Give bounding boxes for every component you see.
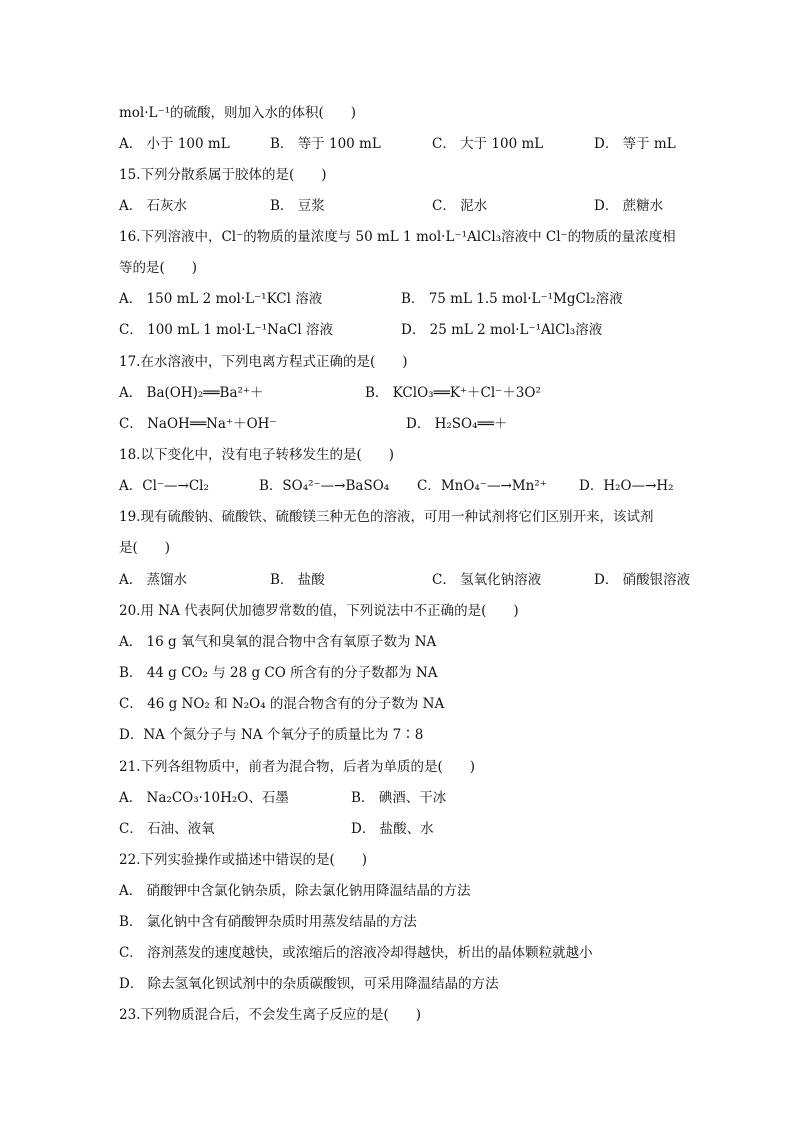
option-d: D． 等于 mL <box>594 136 676 152</box>
text-line: 22.下列实验操作或描述中错误的是( ) <box>119 852 368 868</box>
option-a: C． 石油、液氧 <box>119 821 215 837</box>
option-c: C． 氢氧化钠溶液 <box>432 572 542 588</box>
text-line: B． 44 g CO₂ 与 28 g CO 所含有的分子数都为 NA <box>119 665 438 681</box>
text-line: A． 16 g 氧气和臭氧的混合物中含有氧原子数为 NA <box>119 634 437 650</box>
text-line: mol·L⁻¹的硫酸，则加入水的体积( ) <box>119 105 357 121</box>
text-line: 16.下列溶液中，Cl⁻的物质的量浓度与 50 mL 1 mol·L⁻¹AlCl₃溶液中 Cl⁻的物质的量浓度相 <box>119 229 676 245</box>
option-b: B． 75 mL 1.5 mol·L⁻¹MgCl₂溶液 <box>401 291 623 307</box>
option-a: A． 石灰水 <box>119 198 188 214</box>
option-a: A． Na₂CO₃·10H₂O、石墨 <box>119 790 289 806</box>
text-line: D． 除去氢氧化钡试剂中的杂质碳酸钡，可采用降温结晶的方法 <box>119 976 499 992</box>
option-a: C． NaOH══Na⁺＋OH⁻ <box>119 416 277 432</box>
text-line: 15.下列分散系属于胶体的是( ) <box>119 167 327 183</box>
option-c: C． 大于 100 mL <box>432 136 544 152</box>
option-a: A． 蒸馏水 <box>119 572 188 588</box>
text-line: 18.以下变化中，没有电子转移发生的是( ) <box>119 447 395 463</box>
option-a: A．Cl⁻—→Cl₂ <box>119 478 209 494</box>
text-line: 等的是( ) <box>119 260 198 276</box>
option-b: B． 碘酒、干冰 <box>351 790 447 806</box>
text-line: 20.用 NA 代表阿伏加德罗常数的值，下列说法中不正确的是( ) <box>119 603 519 619</box>
option-b: D． H₂SO₄══＋ <box>406 416 508 432</box>
option-b: B． KClO₃══K⁺＋Cl⁻＋3O² <box>365 385 541 401</box>
option-d: D． 蔗糖水 <box>594 198 664 214</box>
text-line: 23.下列物质混合后，不会发生离子反应的是( ) <box>119 1007 422 1023</box>
text-line: D．NA 个氮分子与 NA 个氧分子的质量比为 7∶8 <box>119 727 424 743</box>
text-line: A． 硝酸钾中含氯化钠杂质，除去氯化钠用降温结晶的方法 <box>119 883 471 899</box>
option-b: B． 盐酸 <box>270 572 325 588</box>
option-b: D． 盐酸、水 <box>351 821 434 837</box>
text-line: 17.在水溶液中，下列电离方程式正确的是( ) <box>119 354 408 370</box>
option-b: B．SO₄²⁻—→BaSO₄ <box>259 478 390 494</box>
option-a: A． 150 mL 2 mol·L⁻¹KCl 溶液 <box>119 291 323 307</box>
option-b: D． 25 mL 2 mol·L⁻¹AlCl₃溶液 <box>401 322 603 338</box>
option-d: D． 硝酸银溶液 <box>594 572 691 588</box>
text-line: 21.下列各组物质中，前者为混合物，后者为单质的是( ) <box>119 759 476 775</box>
option-c: C．MnO₄⁻—→Mn²⁺ <box>417 478 547 494</box>
text-line: C． 46 g NO₂ 和 N₂O₄ 的混合物含有的分子数为 NA <box>119 696 445 712</box>
option-a: A． 小于 100 mL <box>119 136 230 152</box>
text-line: B． 氯化钠中含有硝酸钾杂质时用蒸发结晶的方法 <box>119 914 417 930</box>
text-line: C． 溶剂蒸发的速度越快，或浓缩后的溶液冷却得越快，析出的晶体颗粒就越小 <box>119 945 593 961</box>
option-b: B． 豆浆 <box>270 198 325 214</box>
option-a: A． Ba(OH)₂══Ba²⁺＋ <box>119 385 264 401</box>
option-d: D．H₂O—→H₂ <box>579 478 674 494</box>
option-c: C． 泥水 <box>432 198 488 214</box>
text-line: 是( ) <box>119 540 171 556</box>
text-line: 19.现有硫酸钠、硫酸铁、硫酸镁三种无色的溶液，可用一种试剂将它们区别开来，该试剂 <box>119 509 654 525</box>
option-a: C． 100 mL 1 mol·L⁻¹NaCl 溶液 <box>119 322 333 338</box>
option-b: B． 等于 100 mL <box>270 136 381 152</box>
